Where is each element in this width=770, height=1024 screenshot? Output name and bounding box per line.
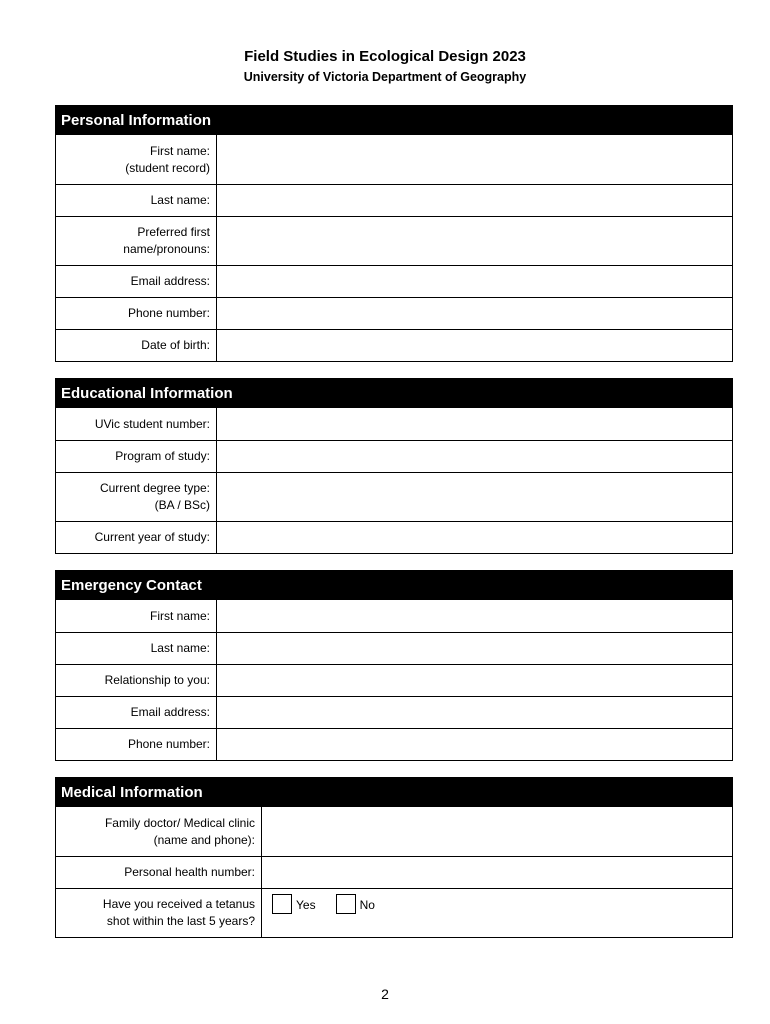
form-row-emergency-first-name <box>56 600 732 632</box>
field-label: Have you received a tetanus shot within the last 5 years? <box>56 889 262 937</box>
phone-input[interactable] <box>217 298 732 329</box>
form-row-emergency-phone <box>56 728 732 760</box>
emergency-last-name-input[interactable] <box>217 633 732 664</box>
no-label: No <box>359 898 375 912</box>
program-input[interactable] <box>217 441 732 472</box>
emergency-phone-input[interactable] <box>217 729 732 760</box>
form-row-emergency-last-name <box>56 632 732 664</box>
medical-information-section <box>55 777 733 938</box>
health-number-input[interactable] <box>262 857 732 888</box>
field-label: Preferred first name/pronouns: <box>56 217 217 265</box>
field-label: Family doctor/ Medical clinic (name and phone): <box>56 807 262 856</box>
field-label: First name: (student record) <box>56 135 217 184</box>
field-label: Last name: <box>56 185 217 216</box>
relationship-input[interactable] <box>217 665 732 696</box>
form-row-relationship <box>56 664 732 696</box>
last-name-input[interactable] <box>217 185 732 216</box>
emergency-first-name-input[interactable] <box>217 600 732 632</box>
field-label: Email address: <box>56 697 217 728</box>
doctor-input[interactable] <box>262 807 732 856</box>
tetanus-yes-option[interactable] <box>272 894 316 914</box>
section-heading: Educational Information <box>55 378 733 408</box>
field-label: Phone number: <box>56 729 217 760</box>
first-name-input[interactable] <box>217 135 732 184</box>
yes-checkbox[interactable] <box>272 894 292 914</box>
section-heading: Personal Information <box>55 105 733 135</box>
form-row-email <box>56 265 732 297</box>
emergency-contact-section <box>55 570 733 761</box>
educational-information-section <box>55 378 733 554</box>
preferred-name-input[interactable] <box>217 217 732 265</box>
section-heading: Medical Information <box>55 777 733 807</box>
document-title: Field Studies in Ecological Design 2023 <box>244 48 526 65</box>
field-label: Current year of study: <box>56 522 217 553</box>
field-label: Date of birth: <box>56 330 217 361</box>
form-row-student-number <box>56 408 732 440</box>
degree-type-input[interactable] <box>217 473 732 521</box>
field-label: First name: <box>56 600 217 632</box>
form-row-tetanus <box>56 888 732 937</box>
form-row-last-name <box>56 184 732 216</box>
form-row-program <box>56 440 732 472</box>
field-label: Email address: <box>56 266 217 297</box>
field-label: Phone number: <box>56 298 217 329</box>
section-heading: Emergency Contact <box>55 570 733 600</box>
form-row-doctor <box>56 807 732 856</box>
document-subtitle: University of Victoria Department of Geography <box>243 70 527 84</box>
form-row-phone <box>56 297 732 329</box>
field-label: Relationship to you: <box>56 665 217 696</box>
page-number: 2 <box>381 986 389 1002</box>
tetanus-options <box>262 889 732 937</box>
form-row-degree-type <box>56 472 732 521</box>
field-label: Program of study: <box>56 441 217 472</box>
form-row-year <box>56 521 732 553</box>
form-row-dob <box>56 329 732 361</box>
email-input[interactable] <box>217 266 732 297</box>
form-row-health-number <box>56 856 732 888</box>
personal-information-section <box>55 105 733 362</box>
yes-label: Yes <box>296 898 316 912</box>
field-label: Personal health number: <box>56 857 262 888</box>
field-label: Current degree type: (BA / BSc) <box>56 473 217 521</box>
dob-input[interactable] <box>217 330 732 361</box>
no-checkbox[interactable] <box>336 894 356 914</box>
form-row-preferred-name <box>56 216 732 265</box>
emergency-email-input[interactable] <box>217 697 732 728</box>
tetanus-no-option[interactable] <box>336 894 375 914</box>
student-number-input[interactable] <box>217 408 732 440</box>
field-label: Last name: <box>56 633 217 664</box>
field-label: UVic student number: <box>56 408 217 440</box>
form-row-first-name <box>56 135 732 184</box>
year-of-study-input[interactable] <box>217 522 732 553</box>
form-row-emergency-email <box>56 696 732 728</box>
